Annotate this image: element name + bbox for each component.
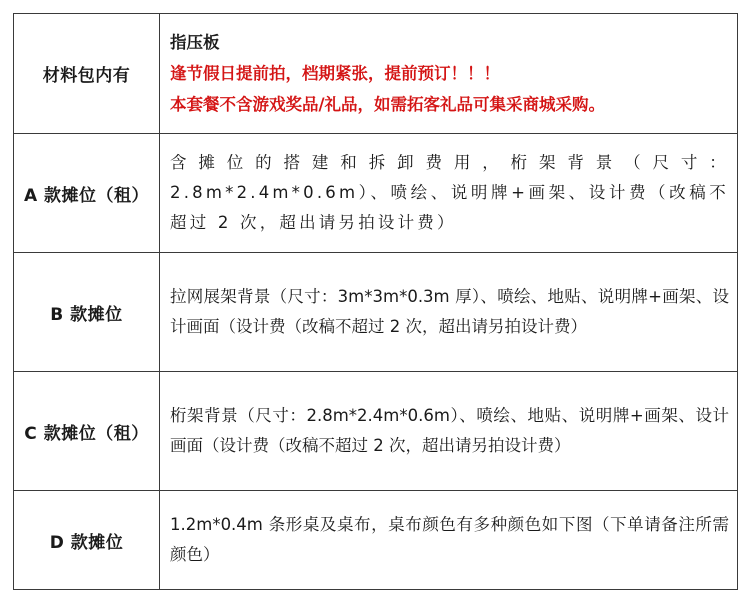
table-row-booth-b — [14, 253, 738, 372]
booking-notice: 逢节假日提前拍，档期紧张，提前预订！！！ — [170, 64, 500, 83]
package-table — [13, 13, 738, 590]
row-content: 拉网展架背景（尺寸：3m*3m*0.3m 厚）、喷绘、地贴、说明牌+画架、设计画面（设计费（改稿不超过 2 次，超出请另拍设计费） — [160, 253, 738, 372]
row-content — [160, 14, 738, 134]
row-content: 桁架背景（尺寸：2.8m*2.4m*0.6m）、喷绘、地贴、说明牌+画架、设计画面（设计费（改稿不超过 2 次，超出请另拍设计费） — [160, 372, 738, 491]
table-row-booth-d — [14, 491, 738, 590]
gift-notice: 本套餐不含游戏奖品/礼品，如需拓客礼品可集采商城采购。 — [170, 95, 606, 114]
row-label: 材料包内有 — [14, 14, 160, 134]
table-row-materials — [14, 14, 738, 134]
row-content: 1.2m*0.4m 条形桌及桌布，桌布颜色有多种颜色如下图（下单请备注所需颜色） — [160, 491, 738, 590]
item-title: 指压板 — [170, 33, 220, 52]
row-label: A 款摊位（租） — [14, 134, 160, 253]
row-label: B 款摊位 — [14, 253, 160, 372]
row-content: 含摊位的搭建和拆卸费用，桁架背景（尺寸：2.8m*2.4m*0.6m）、喷绘、说明牌+画架、设计费（改稿不超过 2 次，超出请另拍设计费） — [160, 134, 738, 253]
table-row-booth-c — [14, 372, 738, 491]
table-row-booth-a — [14, 134, 738, 253]
row-label: C 款摊位（租） — [14, 372, 160, 491]
row-label: D 款摊位 — [14, 491, 160, 590]
